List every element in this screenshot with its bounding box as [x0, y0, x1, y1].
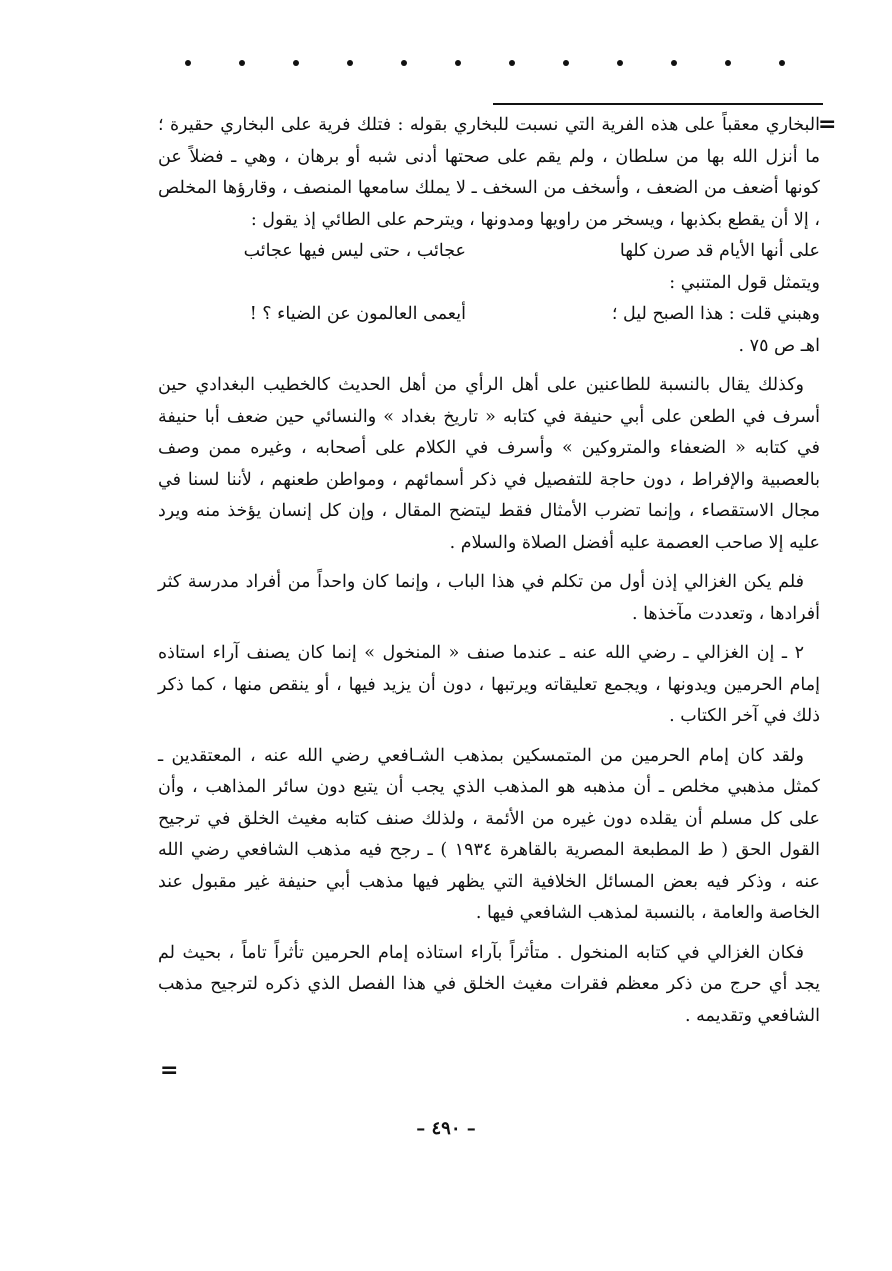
- verse-line: [158, 299, 820, 331]
- paragraph: وكذلك يقال بالنسبة للطاعنين على أهل الرأي من أهل الحديث كالخطيب البغدادي حين أسرف في الطعن على أبي حنيفة في كتابه « تاريخ بغداد » والنسائي حين ضعف أبا حنيفة في كتابه « الضعفاء والمتروكين » وأسرف في الكلام على أصحابه ، وغيره ممن وصف بالعصبية والإفراط ، دون حاجة للتفصيل في ذكر أسمائهم ، ومواطن طعنهم ، لأننا لسنا في مجال الاستقصاء ، وإنما تضرب الأمثال فقط ليتضح المقال ، وإن كل إنسان يؤخذ منه ويرد عليه إلا صاحب العصمة عليه أفضل الصلاة والسلام .: [158, 375, 820, 553]
- ornament-dot: [401, 60, 407, 66]
- verse-hemistich: أيعمى العالمون عن الضياء ؟ !: [249, 304, 466, 324]
- ornament-dot: [725, 60, 731, 66]
- paragraph: فلم يكن الغزالي إذن أول من تكلم في هذا الباب ، وإنما كان واحداً من أفراد مدرسة كثر أفرادها ، وتعددت مآخذها .: [158, 572, 820, 624]
- paragraph: ٢ ـ إن الغزالي ـ رضي الله عنه ـ عندما صنف « المنخول » إنما كان يصنف آراء استاذه إمام الحرمين ويدونها ، ويجمع تعليقاته ويرتبها ، دون أن يزيد فيها ، أو ينقص منها ، كما ذكر ذلك في آخر الكتاب .: [158, 643, 820, 726]
- footnote-paragraph: البخاري معقباً على هذه الفرية التي نسبت للبخاري بقوله : فتلك فرية على البخاري حقيرة ؛ ما أنزل الله بها من سلطان ، ولم يقم على صحتها أدنى شبه أو برهان ، وهي ـ فضلاً عن كونها أضعف من الضعف ، وأسخف من السخف ـ لا يملك سامعها المنصف ، وقارؤها المخلص ، إلا أن يقطع بكذبها ، ويسخر من راويها ومدونها ، ويترحم على الطائي إذ يقول :: [158, 115, 820, 230]
- ornament-dot: [671, 60, 677, 66]
- ornament-dot: [347, 60, 353, 66]
- verse-hemistich: عجائب ، حتى ليس فيها عجائب: [243, 241, 466, 261]
- header-ornament: [185, 60, 785, 66]
- body-text: [158, 110, 820, 1032]
- paragraph: ولقد كان إمام الحرمين من المتمسكين بمذهب الشـافعي رضي الله عنه ، المعتقدين ـ كمثل مذهبي مخلص ـ أن مذهبه هو المذهب الذي يجب أن يتبع دون سائر المذاهب ، وأن على كل مسلم أن يقلده دون غيره من الأئمة ، ولذلك صنف كتابه مغيث الخلق في ترجيح القول الحق ( ط المطبعة المصرية بالقاهرة ١٩٣٤ ) ـ رجح فيه مذهب الشافعي رضي الله عنه ، وذكر فيه بعض المسائل الخلافية التي يظهر فيها مذهب أبي حنيفة غير مقبول عند الخاصة والعامة ، بالنسبة لمذهب الشافعي فيها .: [158, 745, 821, 923]
- page-number: – ٤٩٠ –: [416, 1118, 476, 1139]
- ornament-dot: [779, 60, 785, 66]
- ornament-dot: [185, 60, 191, 66]
- footnote-continuation-marker: =: [818, 112, 837, 137]
- verse-intro: ويتمثل قول المتنبي :: [669, 272, 820, 293]
- footnote-separator: [493, 103, 823, 105]
- verse-hemistich: على أنها الأيام قد صرن كلها: [619, 241, 820, 261]
- ornament-dot: [293, 60, 299, 66]
- paragraph: فكان الغزالي في كتابه المنخول . متأثراً بآراء استاذه إمام الحرمين تأثراً تاماً ، بحيث لم يجد أي حرج من ذكر معظم فقرات مغيث الخلق في هذا الفصل الذي ذكره لترجيح مذهب الشافعي وتقديمه .: [158, 942, 820, 1026]
- verse-line: [158, 236, 820, 268]
- verse-hemistich: وهبني قلت : هذا الصبح ليل ؛: [611, 304, 820, 324]
- ornament-dot: [239, 60, 245, 66]
- ornament-dot: [617, 60, 623, 66]
- ornament-dot: [455, 60, 461, 66]
- ornament-dot: [509, 60, 515, 66]
- page-reference: اهـ ص ٧٥ .: [738, 335, 820, 356]
- ornament-dot: [563, 60, 569, 66]
- continuation-marker: =: [160, 1058, 179, 1083]
